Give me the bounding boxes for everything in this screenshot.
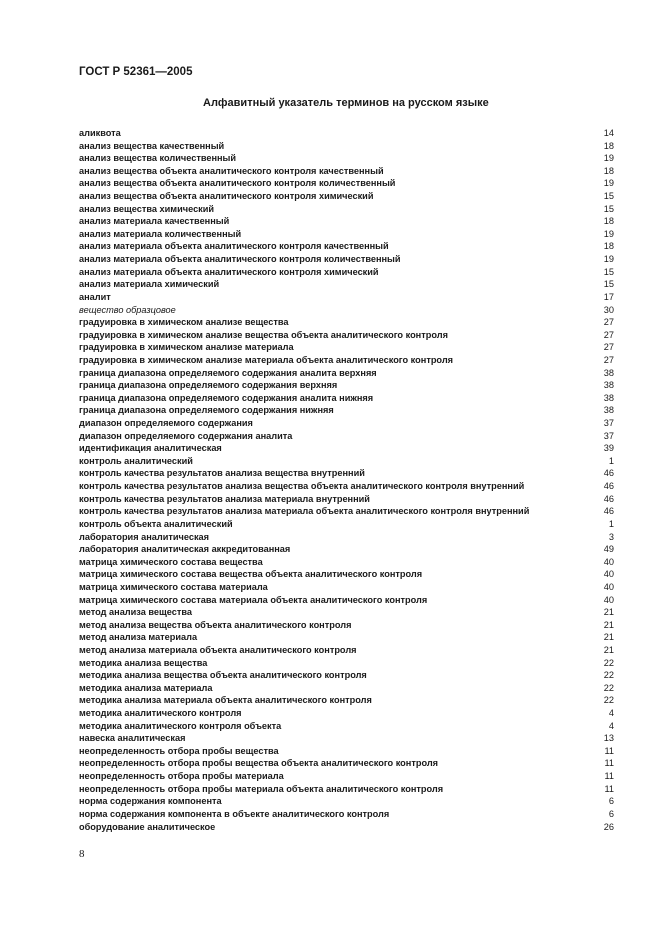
index-entry-page: 18 <box>603 216 614 227</box>
index-entry-page: 46 <box>603 481 614 492</box>
index-entry-page: 40 <box>603 556 614 567</box>
index-entry-page: 38 <box>603 380 614 391</box>
index-entry-term: анализ материала химический <box>79 279 220 290</box>
index-entry-term: контроль качества результатов анализа материала внутренний <box>79 493 370 504</box>
index-entry <box>79 392 614 405</box>
index-entry-page: 46 <box>603 506 614 517</box>
index-entry-term: лаборатория аналитическая <box>79 531 210 542</box>
index-entry <box>79 203 614 216</box>
index-entry-term: контроль объекта аналитический <box>79 518 233 529</box>
index-entry-term: матрица химического состава материала объекта аналитического контроля <box>79 594 428 605</box>
index-entry-page: 18 <box>603 165 614 176</box>
index-entry <box>79 228 614 241</box>
index-entry-term: метод анализа вещества объекта аналитического контроля <box>79 619 352 630</box>
index-entry <box>79 417 614 430</box>
index-entry-page: 11 <box>604 771 614 782</box>
index-entry-term: градуировка в химическом анализе вещества объекта аналитического контроля <box>79 329 448 340</box>
index-entry <box>79 745 614 758</box>
index-entry <box>79 480 614 493</box>
index-entry <box>79 240 614 253</box>
index-entry-term: метод анализа материала объекта аналитического контроля <box>79 644 357 655</box>
index-entry-page: 40 <box>603 581 614 592</box>
index-entry <box>79 467 614 480</box>
index-entry-page: 40 <box>603 569 614 580</box>
index-entry-term: контроль аналитический <box>79 455 193 466</box>
index-entry <box>79 808 614 821</box>
index-entry <box>79 531 614 544</box>
index-entry <box>79 556 614 569</box>
index-entry-page: 21 <box>603 632 614 643</box>
index-entry-term: контроль качества результатов анализа вещества внутренний <box>79 468 365 479</box>
document-header: ГОСТ Р 52361—2005 <box>79 66 193 78</box>
index-entry-term: норма содержания компонента <box>79 796 222 807</box>
index-entry-term: анализ вещества количественный <box>79 153 237 164</box>
index-entry <box>79 770 614 783</box>
index-entry-page: 27 <box>603 317 614 328</box>
index-entry <box>79 619 614 632</box>
term-index-list <box>79 127 614 833</box>
index-entry <box>79 304 614 317</box>
index-entry <box>79 341 614 354</box>
index-entry-page: 27 <box>603 342 614 353</box>
index-entry-term: анализ вещества объекта аналитического контроля химический <box>79 191 374 202</box>
index-entry-term: метод анализа материала <box>79 632 198 643</box>
index-entry-term: методика анализа материала <box>79 682 213 693</box>
index-entry <box>79 165 614 178</box>
index-entry-page: 27 <box>603 354 614 365</box>
index-entry-term: неопределенность отбора пробы вещества <box>79 745 279 756</box>
index-entry <box>79 568 614 581</box>
index-entry-page: 15 <box>603 203 614 214</box>
index-entry-page: 15 <box>603 191 614 202</box>
index-entry <box>79 669 614 682</box>
index-entry-term: метод анализа вещества <box>79 607 193 618</box>
index-entry <box>79 379 614 392</box>
index-entry-page: 1 <box>608 518 614 529</box>
index-entry-page: 11 <box>604 783 614 794</box>
index-entry-page: 18 <box>603 241 614 252</box>
index-entry-page: 46 <box>603 493 614 504</box>
index-entry-term: диапазон определяемого содержания <box>79 418 253 429</box>
index-entry-page: 27 <box>603 329 614 340</box>
index-entry-page: 37 <box>603 418 614 429</box>
index-entry-page: 19 <box>603 178 614 189</box>
index-entry-page: 30 <box>603 304 614 315</box>
index-entry-term: граница диапазона определяемого содержания аналита нижняя <box>79 392 374 403</box>
index-entry-term: диапазон определяемого содержания аналита <box>79 430 293 441</box>
index-entry-term: контроль качества результатов анализа материала объекта аналитического контроля внутренний <box>79 506 530 517</box>
index-entry-page: 38 <box>603 405 614 416</box>
index-entry-page: 21 <box>603 607 614 618</box>
index-entry-term: аликвота <box>79 128 121 138</box>
index-entry <box>79 682 614 695</box>
index-entry <box>79 140 614 153</box>
index-entry-page: 15 <box>603 266 614 277</box>
index-entry-page: 22 <box>603 682 614 693</box>
index-entry-term: анализ вещества химический <box>79 203 215 214</box>
index-entry <box>79 291 614 304</box>
index-entry-page: 21 <box>603 644 614 655</box>
index-entry-term: градуировка в химическом анализе материала <box>79 342 294 353</box>
index-entry-page: 46 <box>603 468 614 479</box>
index-entry-page: 4 <box>608 708 614 719</box>
index-entry-term: анализ материала объекта аналитического контроля качественный <box>79 241 389 252</box>
index-entry <box>79 404 614 417</box>
index-entry-term: лаборатория аналитическая аккредитованная <box>79 544 291 555</box>
index-entry-term: неопределенность отбора пробы материала <box>79 771 284 782</box>
index-entry-page: 6 <box>608 796 614 807</box>
index-entry-term: градуировка в химическом анализе материала объекта аналитического контроля <box>79 354 454 365</box>
index-entry-page: 39 <box>603 443 614 454</box>
index-entry <box>79 442 614 455</box>
index-entry-page: 4 <box>608 720 614 731</box>
index-entry <box>79 354 614 367</box>
index-entry-page: 49 <box>603 544 614 555</box>
index-entry-term: идентификация аналитическая <box>79 443 222 454</box>
index-entry-page: 40 <box>603 594 614 605</box>
index-entry <box>79 821 614 834</box>
index-entry <box>79 493 614 506</box>
index-entry <box>79 278 614 291</box>
index-entry-term: методика анализа материала объекта аналитического контроля <box>79 695 372 706</box>
index-entry <box>79 190 614 203</box>
index-entry-page: 13 <box>603 733 614 744</box>
index-entry-page: 19 <box>603 153 614 164</box>
index-entry <box>79 367 614 380</box>
index-entry <box>79 606 614 619</box>
index-entry-page: 22 <box>603 695 614 706</box>
index-entry-page: 11 <box>604 758 614 769</box>
index-entry-term: методика анализа вещества объекта аналитического контроля <box>79 670 367 681</box>
index-entry-page: 15 <box>603 279 614 290</box>
index-entry-term: методика аналитического контроля <box>79 708 242 719</box>
index-entry <box>79 152 614 165</box>
index-entry-term: навеска аналитическая <box>79 733 186 744</box>
index-entry-term: неопределенность отбора пробы вещества объекта аналитического контроля <box>79 758 439 769</box>
index-entry-term: контроль качества результатов анализа вещества объекта аналитического контроля внутренний <box>79 481 525 492</box>
index-entry-page: 38 <box>603 367 614 378</box>
index-entry <box>79 455 614 468</box>
index-entry <box>79 644 614 657</box>
index-entry-page: 26 <box>603 821 614 832</box>
index-entry-term: оборудование аналитическое <box>79 821 216 832</box>
index-entry-term: градуировка в химическом анализе вещества <box>79 317 289 328</box>
index-entry-term: анализ вещества качественный <box>79 140 225 151</box>
index-entry <box>79 266 614 279</box>
index-entry <box>79 757 614 770</box>
index-entry <box>79 795 614 808</box>
index-entry-page: 11 <box>604 745 614 756</box>
index-entry-term: граница диапазона определяемого содержания верхняя <box>79 380 338 391</box>
index-title: Алфавитный указатель терминов на русском языке <box>203 97 489 109</box>
index-entry-term: граница диапазона определяемого содержания нижняя <box>79 405 334 416</box>
index-entry-page: 37 <box>603 430 614 441</box>
index-entry-page: 19 <box>603 228 614 239</box>
index-entry <box>79 430 614 443</box>
index-entry-page: 38 <box>603 392 614 403</box>
index-entry-term: неопределенность отбора пробы материала объекта аналитического контроля <box>79 783 444 794</box>
index-entry-page: 3 <box>608 531 614 542</box>
index-entry-page: 6 <box>608 808 614 819</box>
index-entry <box>79 581 614 594</box>
index-entry <box>79 543 614 556</box>
index-entry-page: 14 <box>603 128 614 138</box>
index-entry-term: матрица химического состава вещества <box>79 556 263 567</box>
index-entry-page: 17 <box>603 291 614 302</box>
index-entry <box>79 329 614 342</box>
index-entry-term: граница диапазона определяемого содержания аналита верхняя <box>79 367 377 378</box>
index-entry <box>79 215 614 228</box>
index-entry-term: вещество образцовое <box>79 304 176 315</box>
index-entry <box>79 316 614 329</box>
index-entry-term: методика анализа вещества <box>79 657 208 668</box>
index-entry <box>79 631 614 644</box>
index-entry-term: анализ материала качественный <box>79 216 230 227</box>
index-entry <box>79 732 614 745</box>
index-entry <box>79 694 614 707</box>
index-entry-page: 22 <box>603 670 614 681</box>
index-entry <box>79 127 614 140</box>
index-entry-term: матрица химического состава материала <box>79 581 268 592</box>
index-entry-page: 22 <box>603 657 614 668</box>
index-entry <box>79 657 614 670</box>
index-entry-term: норма содержания компонента в объекте аналитического контроля <box>79 808 390 819</box>
index-entry-term: анализ вещества объекта аналитического контроля количественный <box>79 178 396 189</box>
index-entry <box>79 253 614 266</box>
index-entry <box>79 783 614 796</box>
index-entry-term: анализ материала объекта аналитического контроля химический <box>79 266 379 277</box>
page-number: 8 <box>79 848 85 860</box>
index-entry-term: методика аналитического контроля объекта <box>79 720 282 731</box>
index-entry-term: анализ вещества объекта аналитического контроля качественный <box>79 165 384 176</box>
index-entry <box>79 720 614 733</box>
index-entry <box>79 177 614 190</box>
index-entry-page: 1 <box>608 455 614 466</box>
index-entry <box>79 505 614 518</box>
index-entry-page: 18 <box>603 140 614 151</box>
index-entry-page: 19 <box>603 254 614 265</box>
index-entry <box>79 594 614 607</box>
index-entry <box>79 707 614 720</box>
index-entry <box>79 518 614 531</box>
index-entry-term: анализ материала объекта аналитического контроля количественный <box>79 254 401 265</box>
index-entry-term: аналит <box>79 291 111 302</box>
index-entry-term: анализ материала количественный <box>79 228 242 239</box>
index-entry-page: 21 <box>603 619 614 630</box>
index-entry-term: матрица химического состава вещества объекта аналитического контроля <box>79 569 423 580</box>
